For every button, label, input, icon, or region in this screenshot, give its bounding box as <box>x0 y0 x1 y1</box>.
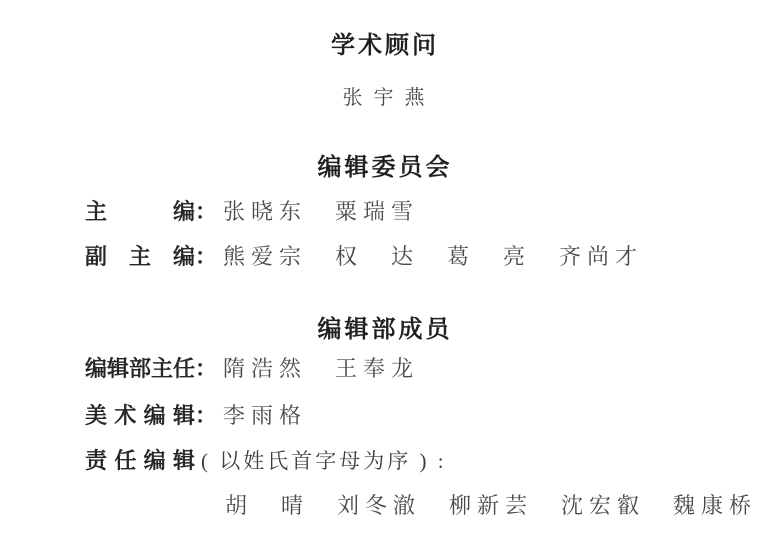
chief-editor-names: 张晓东 粟瑞雪 <box>223 199 420 224</box>
academic-advisor-name: 张宇燕 <box>342 87 436 109</box>
duty-editor-sort-note: ( 以姓氏首字母为序 ) : <box>201 448 447 473</box>
chief-editor-label: 主编 <box>85 199 195 224</box>
duty-editor-label: 责任编辑 <box>85 447 195 473</box>
section-heading-editorial-committee: 编辑委员会 <box>317 154 453 181</box>
deputy-chief-editor-colon: ： <box>195 244 218 270</box>
row-chief-editor <box>0 200 767 224</box>
chief-editor-colon: ： <box>195 199 218 224</box>
art-editor-label: 美术编辑 <box>85 402 195 428</box>
row-deputy-chief-editor <box>0 245 767 269</box>
editorial-office-director-colon: ： <box>195 356 218 382</box>
duty-editor-names: 胡 晴 刘冬澈 柳新芸 沈宏叡 魏康桥 <box>225 492 758 518</box>
art-editor-names: 李雨格 <box>223 402 308 428</box>
editorial-office-director-label: 编辑部主任 <box>85 356 196 382</box>
row-art-editor <box>0 404 767 428</box>
deputy-chief-editor-names: 熊爱宗 权 达 葛 亮 齐尚才 <box>223 244 644 270</box>
editorial-office-director-names: 隋浩然 王奉龙 <box>223 356 420 382</box>
row-editorial-office-director <box>0 357 767 381</box>
art-editor-colon: ： <box>195 402 218 428</box>
section-heading-academic-advisor: 学术顾问 <box>331 32 439 59</box>
deputy-chief-editor-label: 副主编 <box>85 244 195 270</box>
section-heading-editorial-staff: 编辑部成员 <box>317 316 453 344</box>
row-duty-editor <box>0 449 767 473</box>
